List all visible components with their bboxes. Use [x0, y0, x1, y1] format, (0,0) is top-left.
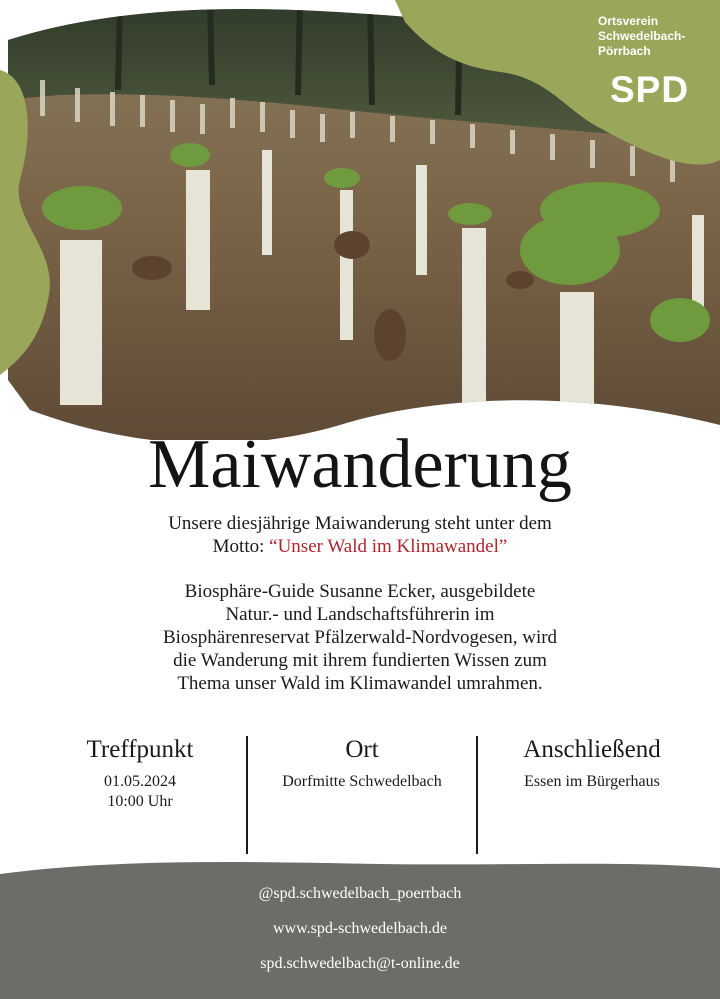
meeting-heading: Treffpunkt: [86, 736, 194, 763]
meeting-time: 10:00 Uhr: [107, 793, 173, 810]
location-value: Dorfmitte Schwedelbach: [282, 773, 442, 790]
afterwards-heading: Anschließend: [523, 736, 661, 763]
description-line: Biosphäre-Guide Susanne Ecker, ausgebildete: [184, 581, 536, 602]
social-handle: @spd.schwedelbach_poerrbach: [258, 885, 462, 902]
brand-org-line-2: Schwedelbach-: [598, 29, 686, 43]
afterwards-value: Essen im Bürgerhaus: [524, 773, 660, 790]
brand-org-line-3: Pörrbach: [598, 44, 651, 58]
description: [60, 580, 660, 695]
info-meeting-point: [26, 734, 254, 812]
brand-org-line-1: Ortsverein: [598, 14, 659, 28]
brand-party-name: SPD: [610, 69, 690, 110]
intro-line-1: Unsere diesjährige Maiwanderung steht unter dem: [168, 513, 552, 534]
page-title: Maiwanderung: [148, 426, 572, 503]
location-heading: Ort: [345, 736, 379, 763]
intro-line-2: [60, 535, 660, 558]
intro-text: [60, 512, 660, 558]
meeting-date: 01.05.2024: [104, 773, 176, 790]
motto-text: “Unser Wald im Klimawandel”: [269, 536, 508, 557]
description-line: Thema unser Wald im Klimawandel umrahmen.: [177, 673, 543, 694]
info-afterwards: [478, 734, 706, 792]
motto-prefix: Motto:: [212, 536, 270, 557]
description-line: Biosphärenreservat Pfälzerwald-Nordvogesen, wird: [162, 627, 558, 648]
description-line: Natur.- und Landschaftsführerin im: [225, 604, 495, 625]
description-line: die Wanderung mit ihrem fundierten Wissen zum: [173, 650, 547, 671]
info-location: [248, 734, 476, 792]
email-link[interactable]: spd.schwedelbach@t-online.de: [260, 955, 460, 972]
website-link[interactable]: www.spd-schwedelbach.de: [272, 920, 447, 937]
spd-logo: [598, 14, 718, 111]
